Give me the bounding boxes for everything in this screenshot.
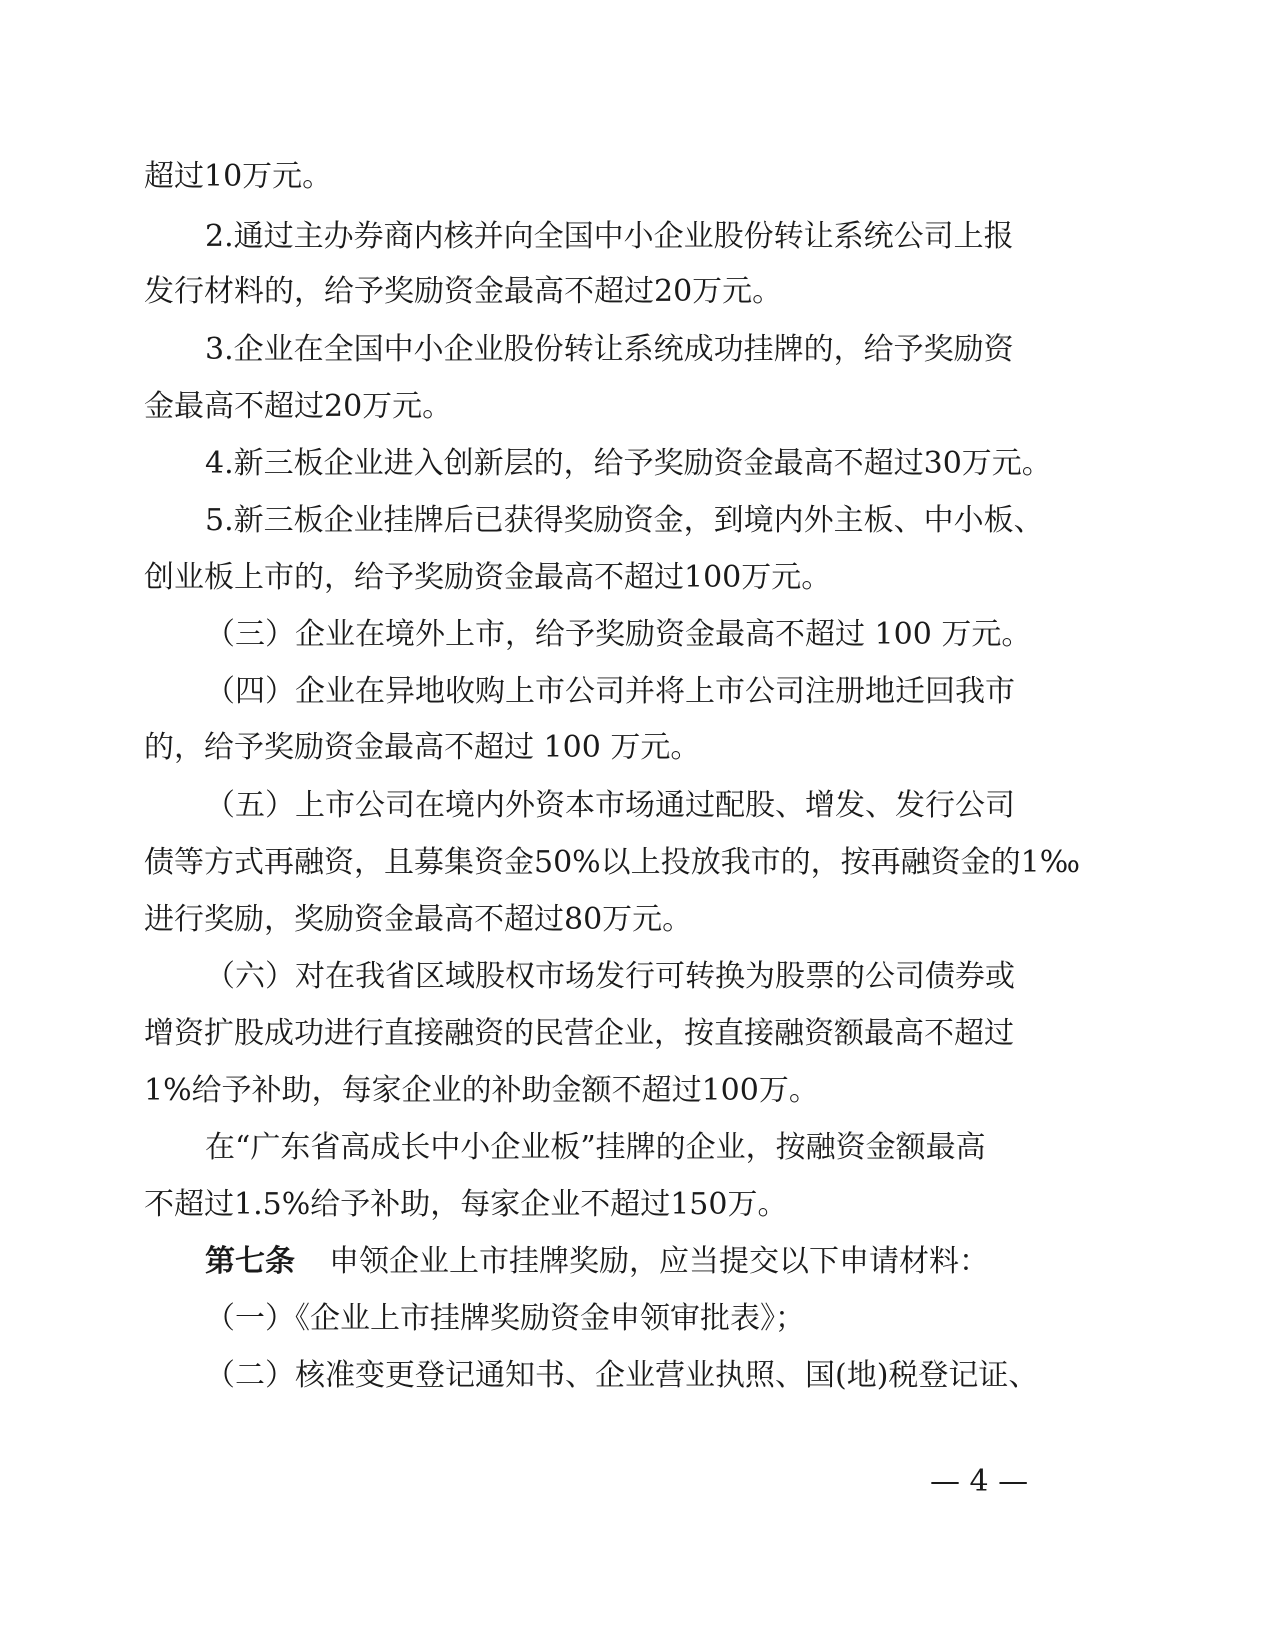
text-line: 3.企业在全国中小企业股份转让系统成功挂牌的，给予奖励资 bbox=[205, 332, 1014, 367]
text-line: （三）企业在境外上市，给予奖励资金最高不超过 100 万元。 bbox=[205, 617, 1032, 652]
text-line: （五）上市公司在境内外资本市场通过配股、增发、发行公司 bbox=[205, 788, 1015, 823]
text-line: 增资扩股成功进行直接融资的民营企业，按直接融资额最高不超过 bbox=[144, 1016, 1014, 1051]
text-line: （二）核准变更登记通知书、企业营业执照、国(地)税登记证、 bbox=[205, 1358, 1039, 1393]
article-text: 申领企业上市挂牌奖励，应当提交以下申请材料： bbox=[329, 1244, 989, 1279]
text-line: 5.新三板企业挂牌后已获得奖励资金，到境内外主板、中小板、 bbox=[205, 503, 1044, 538]
article-line bbox=[205, 1242, 989, 1282]
text-line: 发行材料的，给予奖励资金最高不超过20万元。 bbox=[144, 274, 783, 309]
text-line: 4.新三板企业进入创新层的，给予奖励资金最高不超过30万元。 bbox=[205, 446, 1052, 481]
page-number: — 4 — bbox=[930, 1464, 1029, 1499]
text-line: 在“广东省高成长中小企业板”挂牌的企业，按融资金额最高 bbox=[205, 1130, 986, 1165]
text-line: 2.通过主办券商内核并向全国中小企业股份转让系统公司上报 bbox=[205, 219, 1014, 254]
text-line: 1%给予补助，每家企业的补助金额不超过100万。 bbox=[144, 1073, 819, 1108]
text-line: （六）对在我省区域股权市场发行可转换为股票的公司债券或 bbox=[205, 959, 1015, 994]
text-line: 债等方式再融资，且募集资金50%以上投放我市的，按再融资金的1‰ bbox=[144, 845, 1081, 880]
text-line: 金最高不超过20万元。 bbox=[144, 389, 453, 424]
article-label: 第七条 bbox=[205, 1244, 295, 1279]
text-line: 不超过1.5%给予补助，每家企业不超过150万。 bbox=[144, 1187, 788, 1222]
text-line: （一）《企业上市挂牌奖励资金申领审批表》； bbox=[205, 1301, 805, 1336]
text-line: 的，给予奖励资金最高不超过 100 万元。 bbox=[144, 730, 701, 765]
text-line: 创业板上市的，给予奖励资金最高不超过100万元。 bbox=[144, 560, 832, 595]
text-line: （四）企业在异地收购上市公司并将上市公司注册地迁回我市 bbox=[205, 674, 1015, 709]
text-line: 进行奖励，奖励资金最高不超过80万元。 bbox=[144, 902, 693, 937]
text-line: 超过10万元。 bbox=[144, 159, 333, 194]
